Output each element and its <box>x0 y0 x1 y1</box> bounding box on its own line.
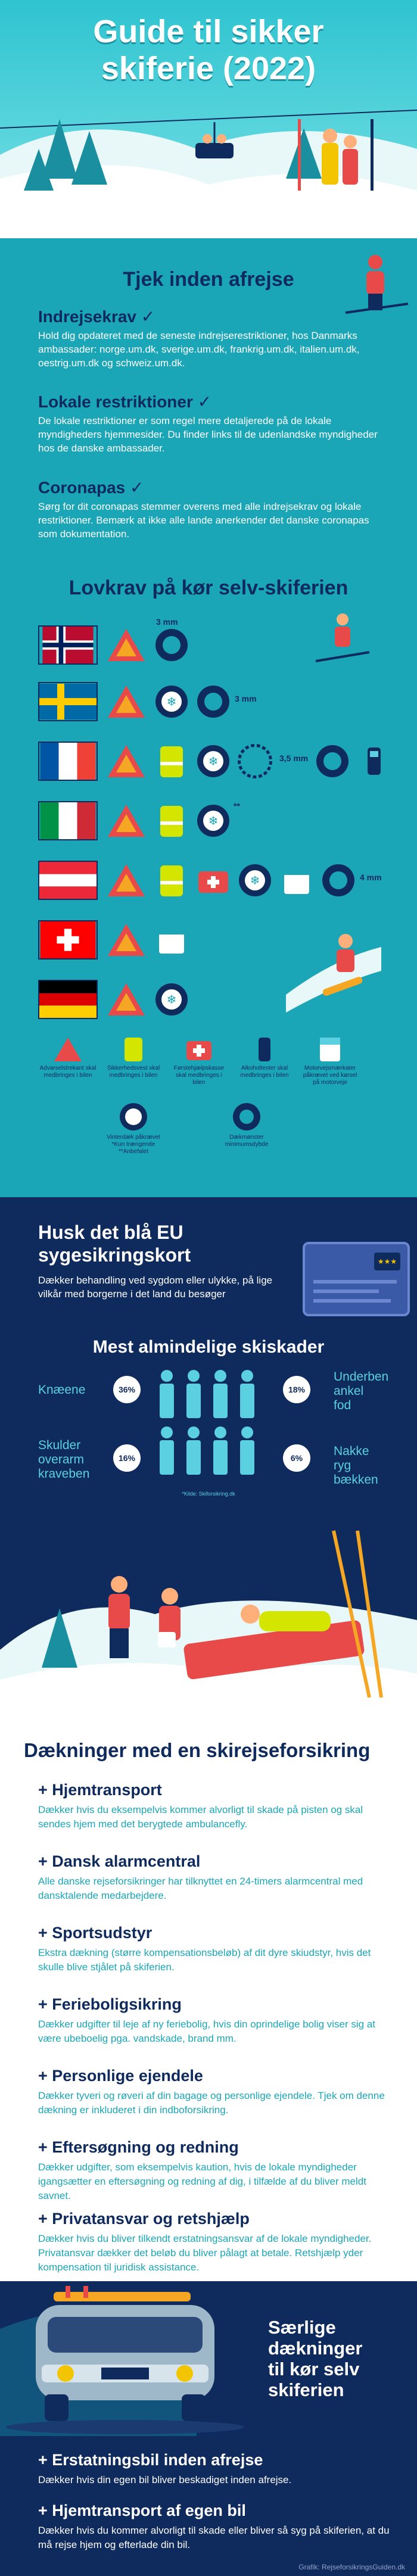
svg-text:❄: ❄ <box>208 755 219 768</box>
italy-flag-icon <box>38 801 98 840</box>
switzerland-flag-icon <box>38 920 98 960</box>
svg-text:❄: ❄ <box>166 696 177 709</box>
injuries-source: *Kilde: Skiforsikring.dk <box>182 1491 235 1497</box>
vignette-icon <box>279 863 314 898</box>
svg-text:❄: ❄ <box>208 815 219 828</box>
credit: Grafik: RejseforsikringsGuiden.dk <box>298 2563 405 2571</box>
tread-depth-austria: 4 mm <box>360 873 382 882</box>
tire-icon <box>315 744 350 778</box>
coverage-item: + Dansk alarmcentral Alle danske rejseforsikringer har tilknyttet en 24-timers alarmcentral med dansktalende medarbejdere. <box>38 1852 363 1901</box>
check-title: Tjek inden afrejse <box>123 268 294 291</box>
entry-requirements-heading: Indrejsekrav ✓ <box>38 307 155 326</box>
tread-depth-norway: 3 mm <box>156 617 178 627</box>
winter-tire-icon <box>154 982 189 1017</box>
coverage-title: Dækninger med en skirejseforsikring <box>24 1739 371 1761</box>
country-row-italy <box>38 801 396 843</box>
warning-triangle-icon <box>107 744 146 778</box>
people-icons <box>149 1367 268 1486</box>
france-flag-icon <box>38 742 98 781</box>
entry-requirements-text: Hold dig opdateret med de seneste indrejserestriktioner, hos Danmarks ambassader: norge.um.dk, sverige.um.dk, frankrig.um.dk, italien.um.dk, oestrig.um.dk og schweiz.um.dk. <box>38 330 360 369</box>
safety-vest-icon <box>154 803 189 838</box>
warning-triangle-icon <box>107 684 146 719</box>
coverage-item: + Personlige ejendele Dækker tyveri og røveri af din bagage og personlige ejendele. Tjek om denne dækning er inkluderet i din indboforsikring. <box>38 2067 385 2116</box>
health-card-section <box>0 1197 417 1715</box>
country-row-germany <box>38 980 396 1021</box>
coverage-item: + Privatansvar og retshjælp Dækker hvis du bliver tilkendt erstatningsansvar af de lokale myndigheder. Privatansvar dækker det beløb du bliver pålagt at betale. Retshjælp yder kompensation til juridisk assistance. <box>38 2210 372 2273</box>
shoulder-label: Skulder overarm kraveben <box>38 1438 90 1481</box>
tire-icon <box>321 863 356 898</box>
tire-icon <box>154 628 189 662</box>
legend-vignette: Motorvejsmærkater påkrævet ved kørsel på motorveje <box>300 1036 360 1086</box>
ehic-title: Husk det blå EU sygesikringskort <box>38 1222 191 1266</box>
special-item: + Erstatningsbil inden afrejse Dækker hvis din egen bil bliver beskadiget inden afrejse. <box>38 2451 292 2485</box>
knee-label: Knæene <box>38 1383 86 1397</box>
country-row-austria <box>38 861 396 902</box>
local-restrictions-text: De lokale restriktioner er som regel mere detaljerede på de lokale myndigheders hjemmesider. Du finder links til de udenlandske myndigheder hos de danske ambassader. <box>38 415 378 454</box>
special-coverage-section <box>0 2281 417 2576</box>
coverage-section <box>0 1715 417 2281</box>
austria-flag-icon <box>38 861 98 900</box>
special-item: + Hjemtransport af egen bil Dækker hvis du kommer alvorligt til skade eller bliver så syg på skiferien, at du må rejse hjem og efterlade din bil. <box>38 2502 390 2550</box>
lower-leg-label: Underben ankel fod <box>334 1370 389 1412</box>
legend-first-aid: Førstehjælpskasse skal medbringes i bilen <box>169 1036 229 1086</box>
warning-triangle-icon <box>107 628 146 662</box>
safety-vest-icon <box>119 1036 148 1063</box>
winter-tire-icon <box>238 863 272 898</box>
warning-triangle-icon <box>107 923 146 957</box>
legend-warning-triangle: Advarselstrekant skal medbringes i bilen <box>38 1036 98 1079</box>
legend-alcohol-tester: Alkoholtester skal medbringes i bilen <box>235 1036 294 1079</box>
covid-pass-text: Sørg for dit coronapas stemmer overens med alle indrejsekrav og lokale restriktioner. Bemærk at ikke alle lande anerkender det danske coronapas som dokumentation. <box>38 501 369 540</box>
special-title: Særlige dækninger til kør selv skiferien <box>268 2317 363 2400</box>
before-departure-section <box>0 238 417 1197</box>
warning-triangle-icon <box>53 1036 83 1063</box>
warning-triangle-icon <box>107 863 146 898</box>
header <box>0 0 417 238</box>
knee-pct: 36% <box>113 1376 141 1403</box>
alcohol-tester-icon <box>250 1036 279 1063</box>
tire-icon <box>196 684 231 719</box>
winter-tire-icon <box>119 1102 148 1132</box>
vignette-icon <box>154 923 189 957</box>
winter-tire-icon <box>196 744 231 778</box>
first-aid-kit-icon <box>184 1036 214 1063</box>
rescue-illustration <box>0 1519 417 1715</box>
germany-flag-icon <box>38 980 98 1019</box>
safety-vest-icon <box>154 863 189 898</box>
tire-icon <box>232 1102 262 1132</box>
coverage-item: + Eftersøgning og redning Dækker udgifter, som eksempelvis kaution, hvis de lokale myndigheder igangsætter en eftersøgning og redning af dig, i tilfælde af du bliver meldt savnet. <box>38 2138 366 2201</box>
sweden-flag-icon <box>38 682 98 721</box>
local-restrictions-heading: Lokale restriktioner ✓ <box>38 393 212 411</box>
legend-winter-tire: Vinterdæk påkrævet *Kun trængende **Anbefalet <box>104 1102 163 1155</box>
legend <box>38 1036 396 1173</box>
first-aid-kit-icon <box>196 863 231 898</box>
country-row-france <box>38 742 396 783</box>
tread-depth-sweden: 3 mm <box>235 694 257 703</box>
alcohol-tester-icon <box>357 744 391 778</box>
eu-card-icon: ★★★ <box>303 1242 410 1316</box>
winter-tire-icon <box>196 803 231 838</box>
coverage-item: + Sportsudstyr Ekstra dækning (større kompensationsbeløb) af dit dyre skiudstyr, hvis det skulle blive stjålet på skiferien. <box>38 1924 371 1973</box>
coverage-item: + Hjemtransport Dækker hvis du eksempelvis kommer alvorligt til skade på pisten og skal sendes hjem med det berygtede ambulancefly. <box>38 1781 363 1830</box>
warning-triangle-icon <box>107 982 146 1017</box>
svg-text:❄: ❄ <box>166 993 177 1007</box>
svg-text:❄: ❄ <box>250 874 260 887</box>
coverage-item: + Ferieboligsikring Dækker udgifter til leje af ny feriebolig, hvis din oprindelige bolig viser sig at være ubeboelig pga. vandskade, brand mm. <box>38 1995 376 2044</box>
country-row-sweden <box>38 682 396 724</box>
shoulder-pct: 16% <box>113 1444 141 1472</box>
skier-2-icon <box>310 608 375 667</box>
neck-label: Nakke ryg bækken <box>334 1444 378 1487</box>
legend-safety-vest: Sikkerhedsvest skal medbringes i bilen <box>104 1036 163 1079</box>
law-title: Lovkrav på kør selv-skiferien <box>69 577 348 599</box>
tread-depth-france: 3,5 mm <box>279 753 309 763</box>
legend-tread-depth: Dækmønster minimumsdybde <box>217 1102 276 1148</box>
warning-triangle-icon <box>107 803 146 838</box>
covid-pass-heading: Coronapas ✓ <box>38 478 144 497</box>
italy-recommended-note: ** <box>234 801 240 811</box>
safety-vest-icon <box>154 744 189 778</box>
vignette-icon <box>315 1036 345 1063</box>
ski-lift-illustration <box>0 0 417 238</box>
lower-leg-pct: 18% <box>283 1376 310 1403</box>
injuries-title: Mest almindelige skiskader <box>92 1337 325 1357</box>
page-title: Guide til sikker skiferie (2022) <box>93 14 324 86</box>
snow-chains-icon <box>238 744 272 778</box>
winter-tire-icon <box>154 684 189 719</box>
neck-pct: 6% <box>283 1444 310 1472</box>
ehic-text: Dækker behandling ved sygdom eller ulykke, på lige vilkår med borgerne i det land du besøger <box>38 1275 273 1300</box>
skier-icon <box>334 247 411 325</box>
norway-flag-icon <box>38 625 98 665</box>
